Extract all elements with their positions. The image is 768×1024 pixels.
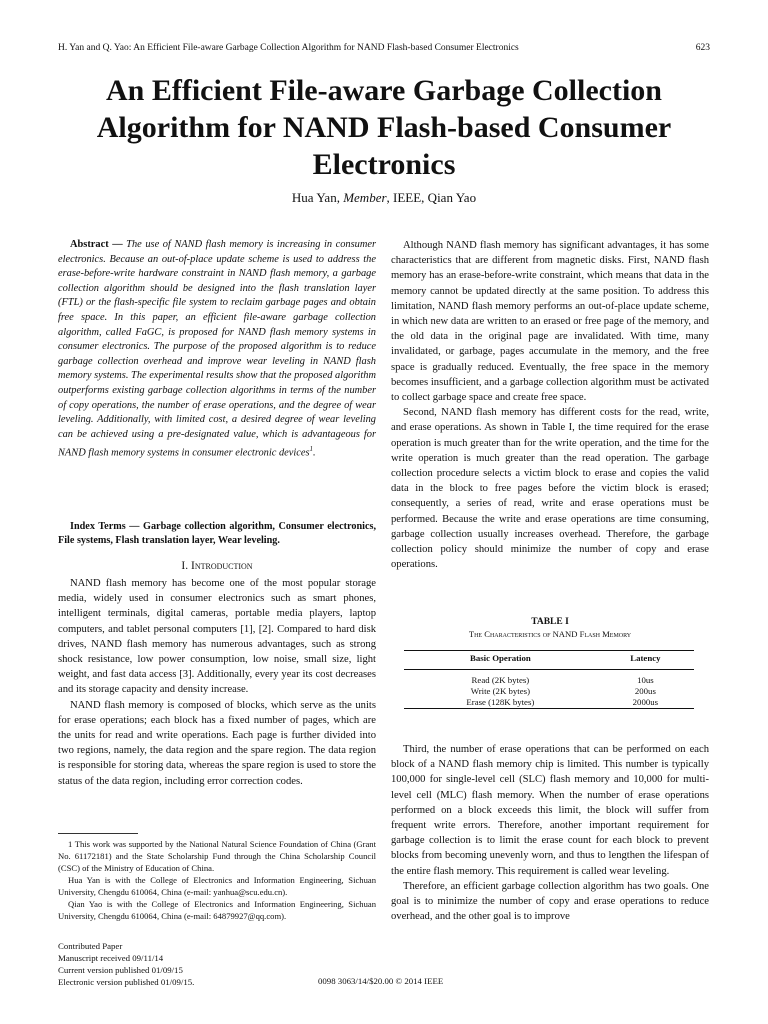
right-body-top	[391, 238, 709, 572]
body-paragraph: Although NAND flash memory has significant advantages, it has some characteristics that are different from magnetic disks. First, NAND flash memory has an erase-before-write constraint, which means that data in the memory cannot be updated directly at the same position. To address this limitation, NAND flash memory performs an out-of-place update scheme, in which new data are written to an erased or free page of the memory, and the old data in the original page are invalidated. With time, many invalidated, or garbage, pages accumulate in the memory, and the free space is gradually reduced. Eventually, the free space in the memory becomes insufficient, and a garbage collection algorithm must be activated to collect garbage space and create free space.	[391, 240, 709, 404]
footnote: Hua Yan is with the College of Electronics and Information Engineering, Sichuan University, Chengdu 610064, China (e-mail: yanhua@scu.edu.cn).	[58, 875, 376, 897]
table-row	[404, 670, 694, 686]
author-member: Member	[343, 190, 387, 205]
table-cell: Write (2K bytes)	[470, 685, 530, 696]
section-heading	[58, 560, 376, 572]
table-label: TABLE I	[531, 617, 569, 627]
table-header: Latency	[597, 651, 694, 670]
abstract-end: .	[313, 447, 316, 459]
abstract-text: The use of NAND flash memory is increasing in consumer electronics. Because an out-of-place update scheme is used to address the erase-before-write hardware constraint in NAND flash memory, a garbage collection algorithm should be designed into the flash translation layer (FTL) or the flash-specific file system to reclaim garbage pages and obtain free space. In this paper, an efficient file-aware garbage collection algorithm, called FaGC, is proposed for NAND flash memory systems in consumer electronics. The purpose of the proposed algorithm is to reduce garbage collection overhead and improve wear leveling in NAND flash memory systems. The experimental results show that the proposed algorithm outperforms existing garbage collection algorithms in terms of the number of copy operations, the number of erase operations, and the degree of wear leveling. Additionally, with limited cost, a desired degree of wear leveling can be achieved using a pre-designated value, which is advantageous for NAND flash memory systems in consumer electronic devices	[58, 239, 377, 459]
abstract-label: Abstract —	[70, 239, 123, 250]
meta-line: Contributed Paper	[58, 941, 123, 951]
table-cell: Erase (128K bytes)	[404, 697, 597, 709]
table-row	[404, 686, 694, 697]
footnote: 1 This work was supported by the National Natural Science Foundation of China (Grant No. 61172181) and the State Scholarship Fund through the China Scholarship Council (CSC) of the Ministry of Education of China.	[58, 839, 376, 873]
issn-line: 0098 3063/14/$20.00 © 2014 IEEE	[318, 976, 444, 986]
meta-line: Electronic version published 01/09/15.	[58, 977, 195, 987]
body-paragraph: Third, the number of erase operations that can be performed on each block of a NAND flash memory chip is limited. This number is typically 100,000 for single-level cell (SLC) flash memory and 10,000 for multi-level cell (MLC) flash memory. When the number of erase operations performed on a block exceeds this limit, the block will suffer from frequent write errors. Therefore, another important requirement for garbage collection is to limit the erase count for each block to prevent blocks from becoming unevenly worn, and thus to lengthen the lifespan of the entire flash memory. This requirement is called wear leveling.	[391, 744, 709, 877]
body-paragraph: Therefore, an efficient garbage collection algorithm has two goals. One goal is to minimize the number of copy and erase operations to reduce overhead, and the other goal is to improve	[391, 880, 709, 923]
manuscript-meta	[58, 940, 194, 988]
table-header-row	[404, 651, 694, 670]
intro-paragraph: NAND flash memory is composed of blocks, which serve as the units for erase operations; each block has a fixed number of pages, which are the units for read and write operations. Each page is further divided into two regions, namely, the data region and the spare region. The data region is responsible for storing data, whereas the spare region is used to store the status of the data region, including error correction codes.	[58, 699, 376, 787]
abstract-footnote-mark: 1	[309, 445, 314, 454]
author-line	[0, 190, 768, 206]
table-row	[404, 697, 694, 709]
running-head-text: H. Yan and Q. Yao: An Efficient File-aware Garbage Collection Algorithm for NAND Flash-based Consumer Electronics	[58, 43, 519, 53]
section-title: Introduction	[190, 560, 253, 572]
meta-line: Current version published 01/09/15	[58, 965, 183, 975]
author-rest: , IEEE, Qian Yao	[386, 190, 477, 205]
table-cell: 200us	[634, 685, 656, 696]
running-header	[58, 43, 710, 53]
author-first: Hua Yan,	[291, 190, 340, 205]
index-terms	[58, 520, 376, 549]
table-caption	[391, 616, 709, 640]
footnotes	[58, 838, 376, 922]
meta-line: Manuscript received 09/11/14	[58, 953, 164, 963]
intro-paragraph: NAND flash memory has become one of the most popular storage media, widely used in consumer electronics such as smart phones, intelligent terminals, digital cameras, portable media players, laptop computers, and tablet personal computers [1], [2]. Compared to hard disk drives, NAND flash memory has numerous advantages, such as strong shock resistance, low power consumption, low noise, small size, light weight, and fast data access [3]. Additionally, every year its cost decreases and its storage capacity and density increase.	[58, 578, 376, 696]
paper-title: An Efficient File-aware Garbage Collection Algorithm for NAND Flash-based Consumer Electronics	[96, 74, 672, 181]
footnote-rule	[58, 833, 138, 834]
page-number: 623	[695, 43, 710, 53]
index-terms-text: Index Terms — Garbage collection algorithm, Consumer electronics, File systems, Flash translation layer, Wear leveling.	[58, 521, 376, 547]
latency-table	[404, 650, 694, 709]
table-header: Basic Operation	[404, 651, 597, 670]
right-body-bottom	[391, 742, 709, 924]
abstract	[58, 238, 376, 461]
table-cell: 10us	[637, 674, 654, 685]
body-paragraph: Second, NAND flash memory has different costs for the read, write, and erase operations. As shown in Table I, the time required for the erase operation is much greater than for the write operation, and the time for the write operation is much greater than the read operation. The garbage collection procedure selects a victim block to erase and copies the valid data in the block to free pages before the victim block is erased; consequently, a series of read, write and erase operations must be performed. Because the write and erase operations are time consuming, garbage collection usually increases overhead. Therefore, the garbage collection policy should minimize the number of copy and erase operations.	[391, 407, 709, 571]
table-title: The Characteristics of NAND Flash Memory	[468, 629, 632, 639]
intro-body	[58, 576, 376, 789]
footnote: Qian Yao is with the College of Electronics and Information Engineering, Sichuan University, Chengdu 610064, China (e-mail: 64879927@qq.com).	[58, 899, 376, 921]
table-cell: Read (2K bytes)	[471, 674, 530, 685]
table-cell: 2000us	[597, 697, 694, 709]
section-number: I.	[181, 560, 189, 572]
